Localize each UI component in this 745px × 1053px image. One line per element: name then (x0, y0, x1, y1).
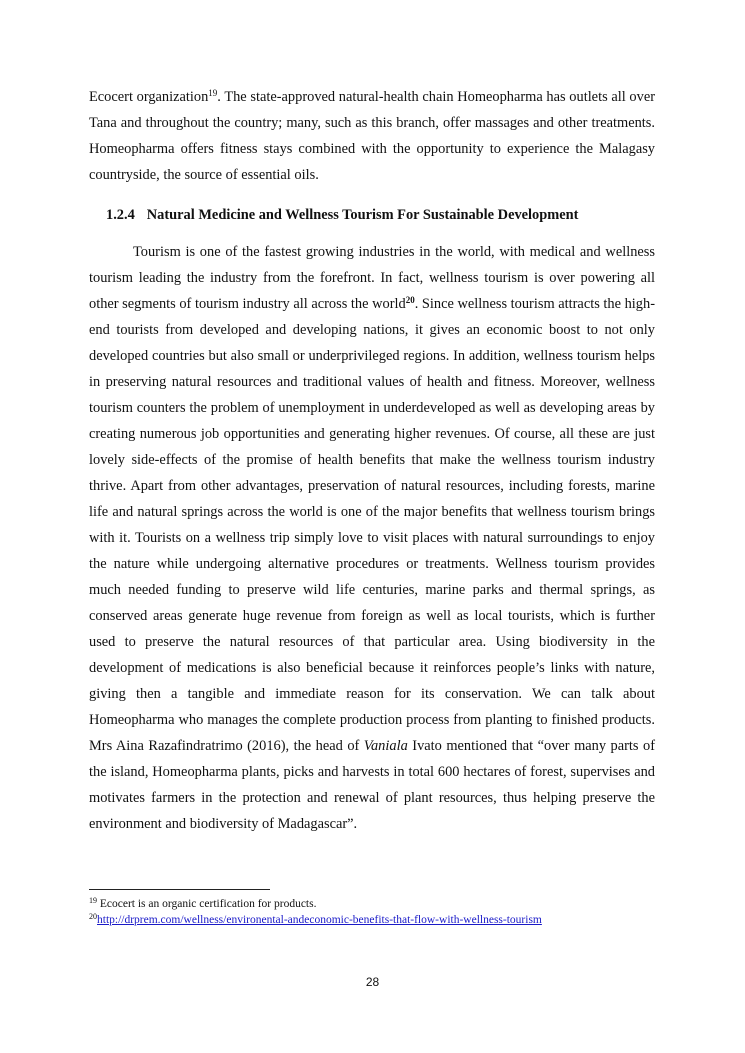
intro-paragraph (89, 84, 655, 188)
footnote-number-19: 19 (89, 896, 97, 905)
body-paragraph (89, 239, 655, 837)
section-title: Natural Medicine and Wellness Tourism For Sustainable Development (146, 207, 579, 223)
page-content (89, 84, 655, 837)
footnote-ref-19[interactable]: 19 (208, 88, 218, 98)
footnote-ref-20[interactable]: 20 (405, 295, 415, 305)
footnote-19 (89, 897, 316, 911)
footnote-number-20: 20 (89, 912, 97, 921)
footnote-link-20[interactable]: http://drprem.com/wellness/environental-andeconomic-benefits-that-flow-with-wellness-tourism (97, 914, 542, 926)
intro-text-end: . The state-approved natural-health chain Homeopharma has outlets all over Tana and throughout the country; many, such as this branch, offer massages and other treatments. Homeopharma offers fitness stays combined with the opportunity to experience the Malagasy countryside, the source of essential oils. (89, 89, 656, 183)
body-italic-name: Vaniala (363, 738, 408, 754)
footnote-separator (89, 889, 270, 890)
footnote-20 (89, 913, 542, 927)
body-text-3: Ivato mentioned that “over many parts of the island, Homeopharma plants, picks and harvests in total 600 hectares of forest, supervises and motivates farmers in the protection and renewal of plant resources, thus helping preserve the environment and biodiversity of Madagascar”. (89, 738, 655, 832)
section-heading (106, 205, 655, 225)
section-number: 1.2.4 (106, 207, 135, 223)
intro-text-start: Ecocert organization (89, 89, 209, 105)
body-text-2: . Since wellness tourism attracts the high-end tourists from developed and developing nations, it gives an economic boost to not only developed countries but also small or underprivileged regions. In addition, wellness tourism helps in preserving natural resources and traditional values of health and fitness. Moreover, wellness tourism counters the problem of unemployment in underdeveloped as well as developing areas by creating numerous job opportunities and generating higher revenues. Of course, all these are just lovely side-effects of the promise of health benefits that make the wellness tourism industry thrive. Apart from other advantages, preservation of natural resources, including forests, marine life and natural springs across the world is one of the major benefits that wellness tourism brings with it. Tourists on a wellness trip simply love to visit places with natural surroundings to enjoy the nature while undergoing alternative procedures or treatments. Wellness tourism provides much needed funding to preserve wild life centuries, marine parks and thermal springs, as conserved areas generate huge revenue from foreign as well as local tourists, which is further used to preserve the natural resources of that particular area. Using biodiversity in the development of medications is also beneficial because it reinforces people’s links with nature, giving then a tangible and immediate reason for its conservation. We can talk about Homeopharma who manages the complete production process from planting to finished products. Mrs Aina Razafindratrimo (2016), the head of (89, 296, 655, 754)
page-number: 28 (365, 975, 380, 989)
footnote-text-19: Ecocert is an organic certification for products. (97, 898, 317, 910)
body-text-1: Tourism is one of the fastest growing industries in the world, with medical and wellness tourism leading the industry from the forefront. In fact, wellness tourism is over powering all other segments of tourism industry all across the world (89, 244, 655, 312)
